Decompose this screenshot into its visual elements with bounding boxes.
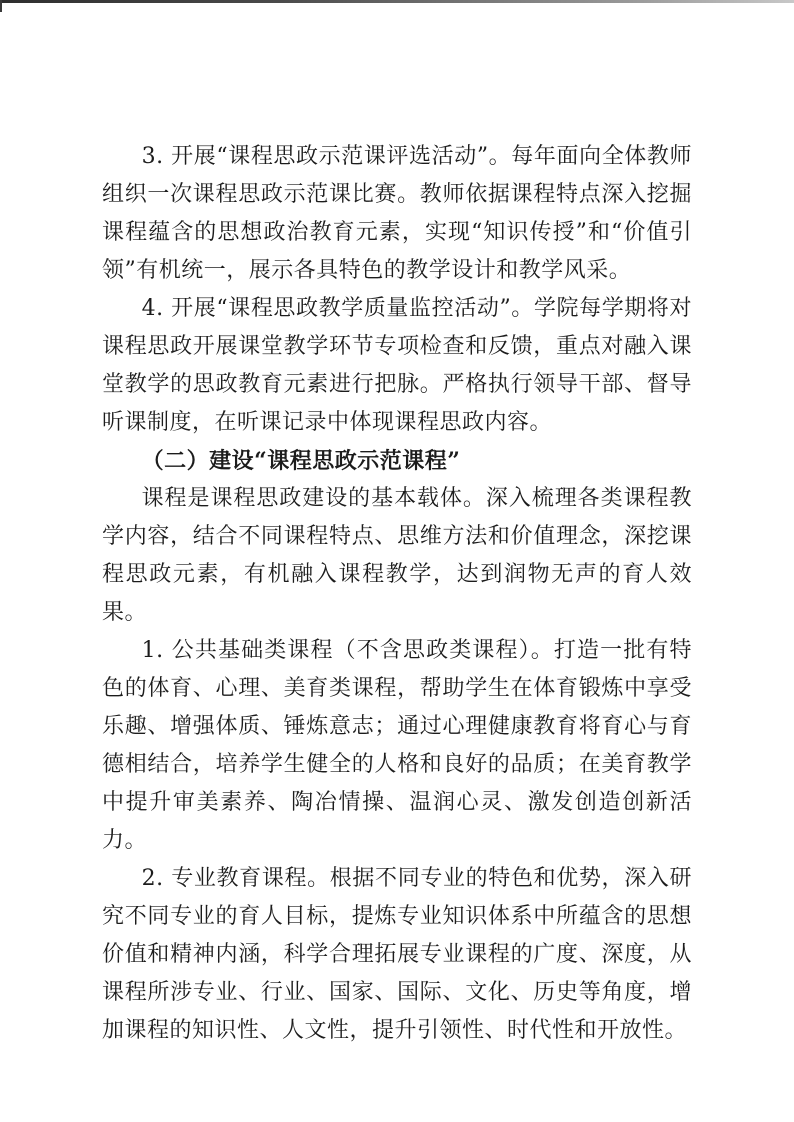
document-body (102, 138, 692, 1050)
paragraph-item-2: 2. 专业教育课程。根据不同专业的特色和优势，深入研究不同专业的育人目标，提炼专业知识体系中所蕴含的思想价值和精神内涵，科学合理拓展专业课程的广度、深度，从课程所涉专业、行业、国家、国际、文化、历史等角度，增加课程的知识性、人文性，提升引领性、时代性和开放性。 (102, 866, 692, 1043)
scan-edge-artifact (0, 0, 794, 3)
paragraph-item-1: 1. 公共基础类课程（不含思政类课程）。打造一批有特色的体育、心理、美育类课程，帮助学生在体育锻炼中享受乐趣、增强体质、锤炼意志；通过心理健康教育将育心与育德相结合，培养学生健全的人格和良好的品质；在美育教学中提升审美素养、陶冶情操、温润心灵、激发创造创新活力。 (102, 638, 692, 853)
section-heading-2: （二）建设“课程思政示范课程” (141, 448, 461, 474)
paragraph-item-3: 3. 开展“课程思政示范课评选活动”。每年面向全体教师组织一次课程思政示范课比赛。教师依据课程特点深入挖掘课程蕴含的思想政治教育元素，实现“知识传授”和“价值引领”有机统一，展示各具特色的教学设计和教学风采。 (102, 144, 692, 283)
scan-corner-artifact (0, 0, 2, 12)
paragraph-item-4: 4. 开展“课程思政教学质量监控活动”。学院每学期将对课程思政开展课堂教学环节专项检查和反馈，重点对融入课堂教学的思政教育元素进行把脉。严格执行领导干部、督导听课制度，在听课记录中体现课程思政内容。 (102, 296, 692, 435)
paragraph-section-intro: 课程是课程思政建设的基本载体。深入梳理各类课程教学内容，结合不同课程特点、思维方法和价值理念，深挖课程思政元素，有机融入课程教学，达到润物无声的育人效果。 (102, 486, 692, 625)
